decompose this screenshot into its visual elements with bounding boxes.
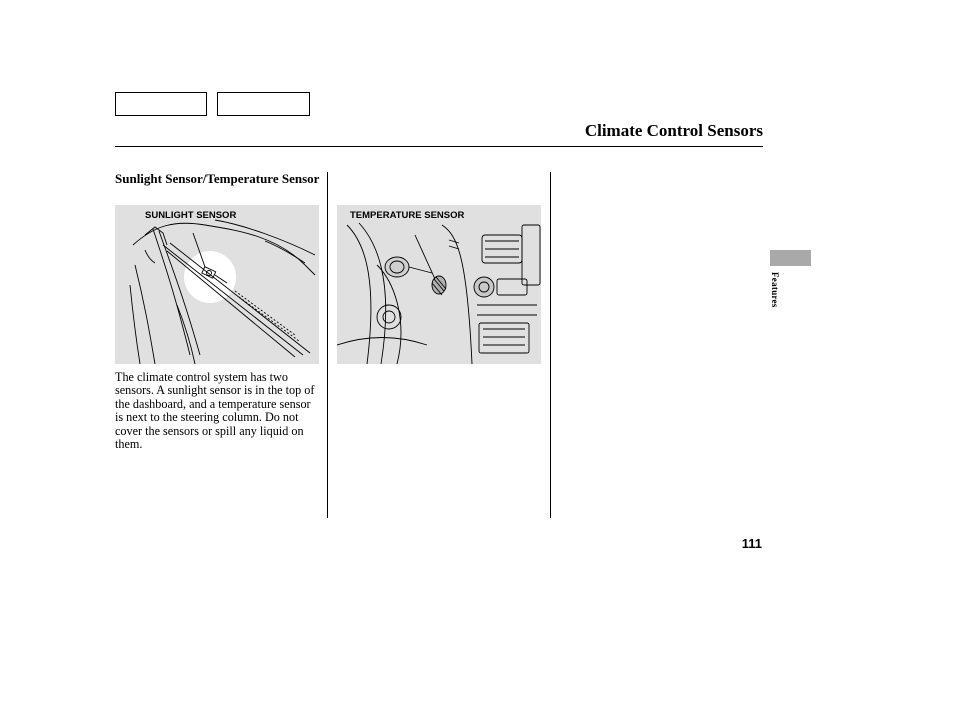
section-heading: Sunlight Sensor/Temperature Sensor <box>115 171 320 186</box>
title-divider <box>115 146 763 147</box>
section-tab-label: Features <box>770 272 780 308</box>
nav-box-previous[interactable] <box>115 92 207 116</box>
temperature-sensor-illustration <box>337 205 541 364</box>
column-divider-right <box>550 172 551 518</box>
page-number: 111 <box>741 536 762 551</box>
section-tab-marker[interactable] <box>770 250 811 266</box>
temperature-sensor-label: TEMPERATURE SENSOR <box>350 210 465 221</box>
page-title: Climate Control Sensors <box>584 121 763 140</box>
section-body-text: The climate control system has two sensors. A sunlight sensor is in the top of the dashboard, and a temperature sensor is next to the steering column. Do not cover the sensors or spill any liquid on them. <box>115 370 315 452</box>
nav-box-next[interactable] <box>217 92 310 116</box>
sunlight-sensor-figure <box>115 205 319 364</box>
temperature-sensor-figure <box>337 205 541 364</box>
sunlight-sensor-label: SUNLIGHT SENSOR <box>145 210 237 221</box>
column-divider-left <box>327 172 328 518</box>
sunlight-sensor-illustration <box>115 205 319 364</box>
